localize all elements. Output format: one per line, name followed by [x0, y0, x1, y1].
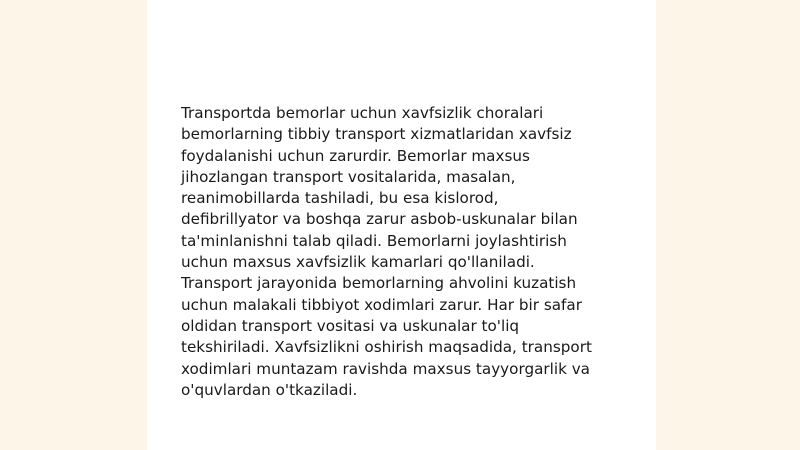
paragraph-line: bemorlarning tibbiy transport xizmatlaridan xavfsiz — [181, 125, 572, 144]
body-paragraph — [181, 103, 631, 401]
paragraph-line: tekshiriladi. Xavfsizlikni oshirish maqsadida, transport — [181, 338, 592, 357]
paragraph-line: xodimlari muntazam ravishda maxsus tayyorgarlik va — [181, 359, 590, 378]
paragraph-line: jihozlangan transport vositalarida, masalan, — [181, 167, 516, 186]
paragraph-line: o'quvlardan o'tkaziladi. — [181, 380, 358, 399]
paragraph-line: ta'minlanishni talab qiladi. Bemorlarni joylashtirish — [181, 231, 567, 250]
paragraph-line: foydalanishi uchun zarurdir. Bemorlar maxsus — [181, 146, 530, 165]
paragraph-line: Transport jarayonida bemorlarning ahvolini kuzatish — [181, 274, 577, 293]
paragraph-line: defibrillyator va boshqa zarur asbob-uskunalar bilan — [181, 210, 578, 229]
paragraph-line: reanimobillarda tashiladi, bu esa kislorod, — [181, 189, 499, 208]
document-page — [147, 0, 656, 450]
paragraph-line: Transportda bemorlar uchun xavfsizlik choralari — [181, 104, 544, 122]
paragraph-line: uchun maxsus xavfsizlik kamarlari qo'llaniladi. — [181, 253, 535, 272]
paragraph-line: oldidan transport vositasi va uskunalar to'liq — [181, 316, 520, 335]
paragraph-line: uchun malakali tibbiyot xodimlari zarur. Har bir safar — [181, 295, 582, 314]
